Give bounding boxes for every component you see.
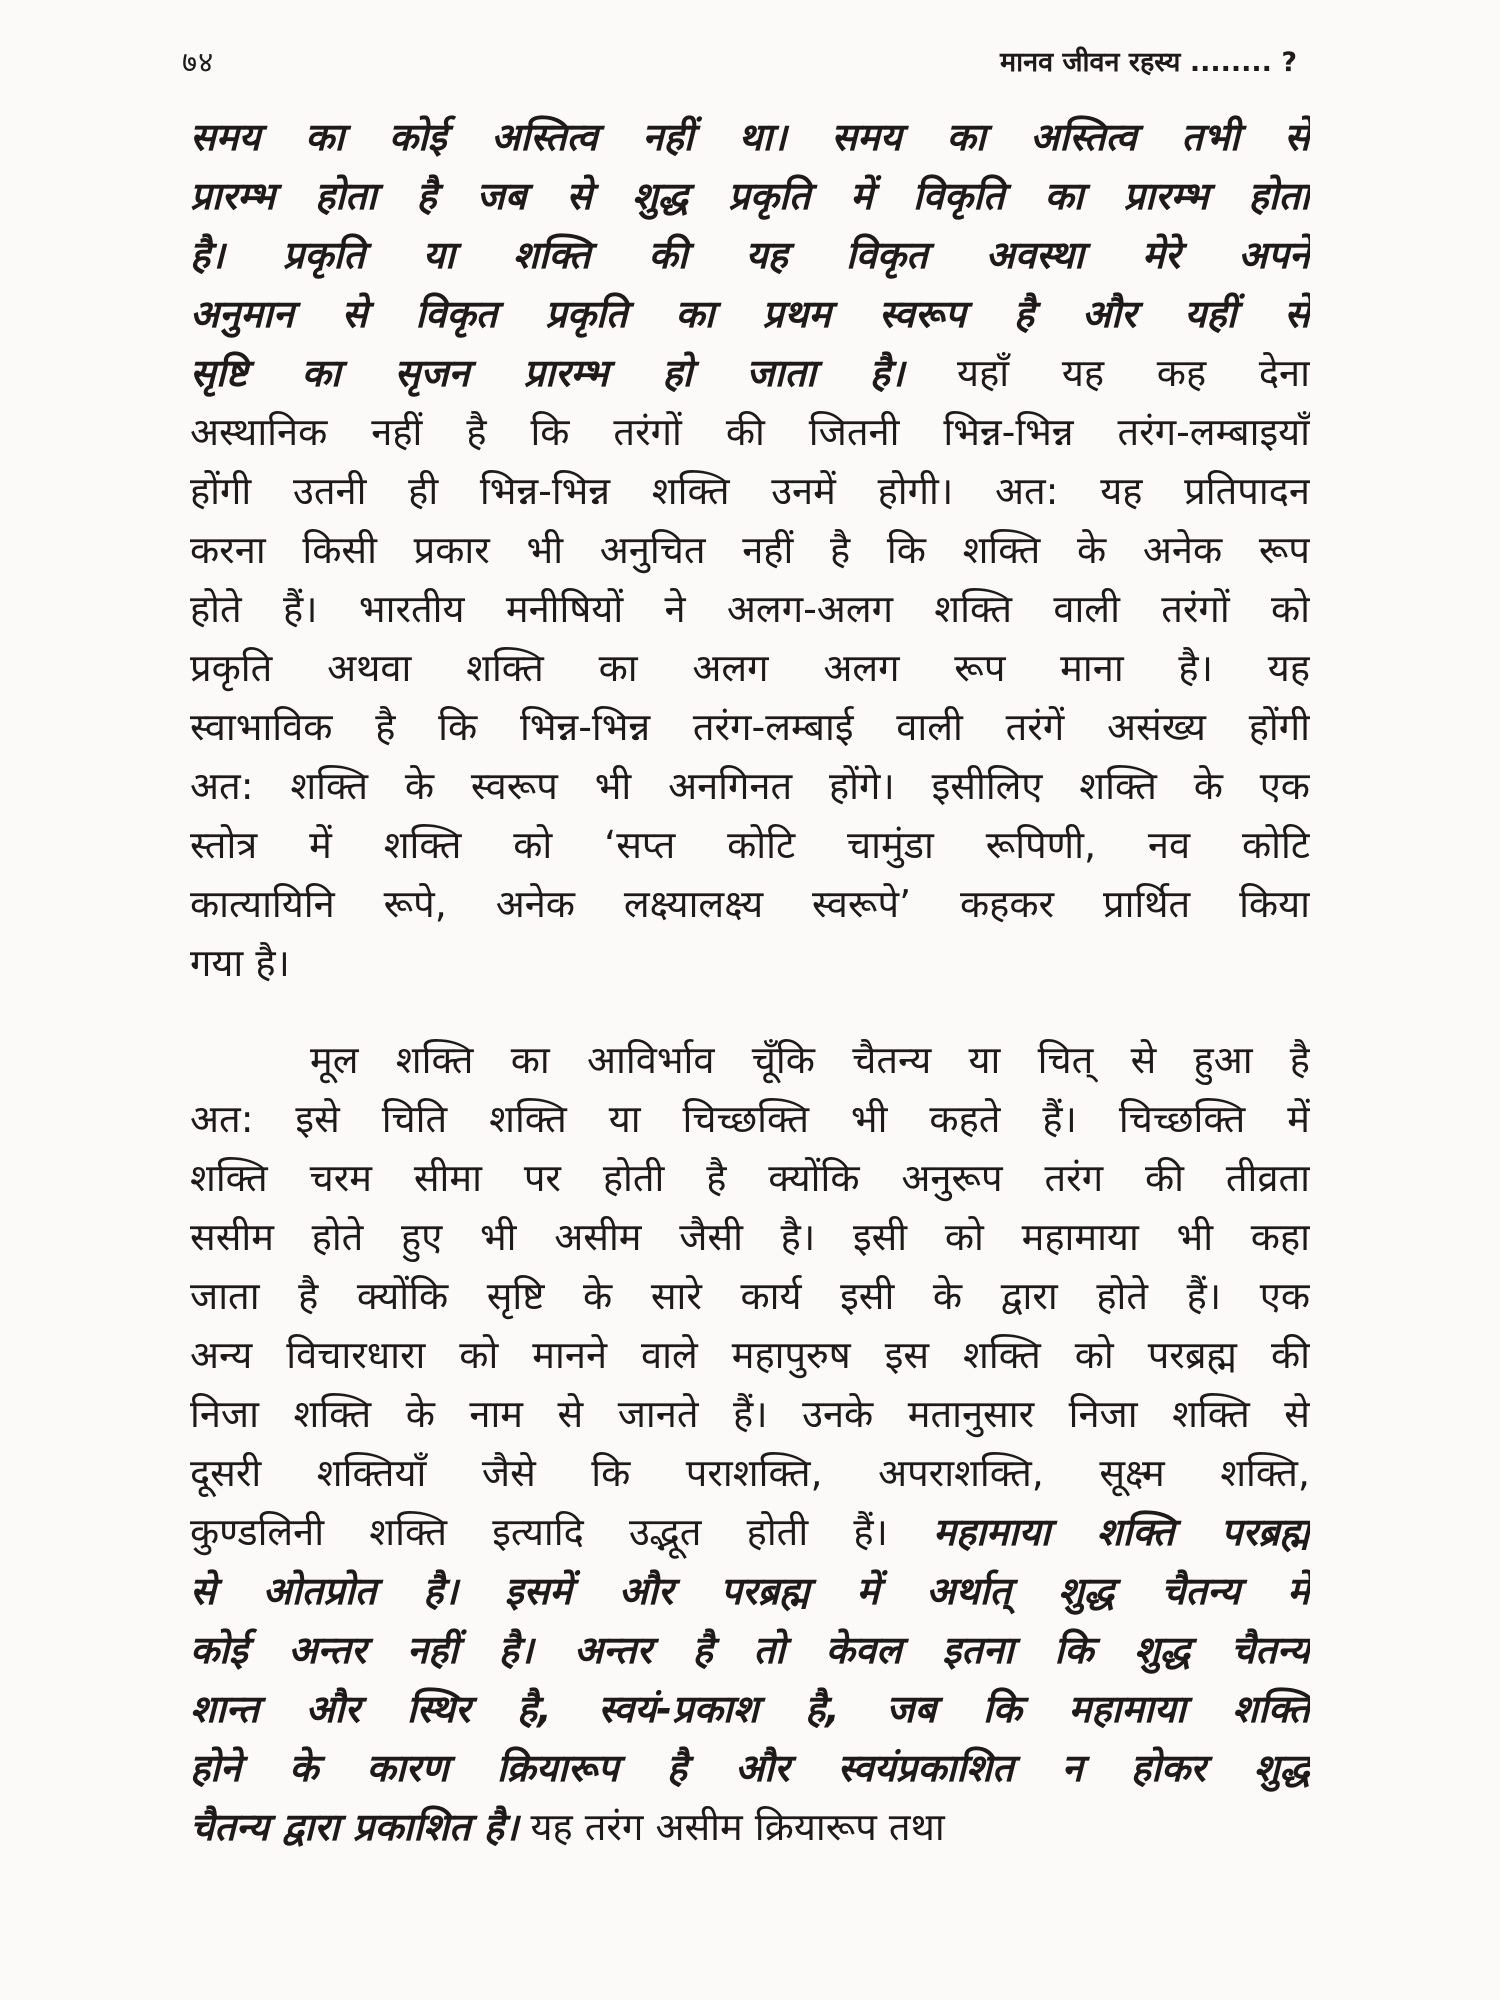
text-line	[190, 1031, 1310, 1090]
text-line	[190, 934, 1310, 993]
text-segment: अस्थानिक नहीं है कि तरंगों की जितनी भिन्न-भिन्न तरंग-लम्बाइयाँ	[190, 410, 1310, 454]
text-line	[190, 1503, 1310, 1562]
text-line	[190, 1267, 1310, 1326]
text-line	[190, 698, 1310, 757]
text-segment: अत: इसे चिति शक्ति या चिच्छक्ति भी कहते हैं। चिच्छक्ति में	[190, 1097, 1310, 1141]
text-line	[190, 1149, 1310, 1208]
text-line	[190, 344, 1310, 403]
running-title: मानव जीवन रहस्य ........ ?	[999, 47, 1297, 78]
text-segment: मूल शक्ति का आविर्भाव चूँकि चैतन्य या चित् से हुआ है	[310, 1038, 1310, 1082]
text-line	[190, 1444, 1310, 1503]
text-line	[190, 1739, 1310, 1798]
text-segment: होते हैं। भारतीय मनीषियों ने अलग-अलग शक्ति वाली तरंगों को	[190, 587, 1310, 631]
text-segment: निजा शक्ति के नाम से जानते हैं। उनके मतानुसार निजा शक्ति से	[190, 1392, 1310, 1436]
text-line	[190, 1090, 1310, 1149]
text-line	[190, 462, 1310, 521]
body-text	[190, 108, 1310, 1857]
text-segment: स्वाभाविक है कि भिन्न-भिन्न तरंग-लम्बाई वाली तरंगें असंख्य होंगी	[190, 705, 1310, 749]
paragraph-2	[190, 1031, 1310, 1857]
text-segment: कुण्डलिनी शक्ति इत्यादि उद्भूत होती हैं।	[190, 1510, 934, 1554]
emphasized-text: कोई अन्तर नहीं है। अन्तर है तो केवल इतना कि शुद्ध चैतन्य	[190, 1628, 1310, 1672]
text-line	[190, 816, 1310, 875]
text-line	[190, 580, 1310, 639]
text-line	[190, 1208, 1310, 1267]
text-segment: प्रकृति अथवा शक्ति का अलग अलग रूप माना है। यह	[190, 646, 1310, 690]
text-line	[190, 1680, 1310, 1739]
text-segment: ससीम होते हुए भी असीम जैसी है। इसी को महामाया भी कहा	[190, 1215, 1310, 1259]
text-line	[190, 108, 1310, 167]
text-segment: स्तोत्र में शक्ति को ‘सप्त कोटि चामुंडा रूपिणी, नव कोटि	[190, 823, 1310, 867]
emphasized-text: सृष्टि का सृजन प्रारम्भ हो जाता है।	[190, 351, 905, 395]
emphasized-text: समय का कोई अस्तित्व नहीं था। समय का अस्तित्व तभी से	[190, 115, 1310, 159]
text-segment: कात्यायिनि रूपे, अनेक लक्ष्यालक्ष्य स्वरूपे’ कहकर प्रार्थित किया	[190, 882, 1310, 926]
text-line	[190, 639, 1310, 698]
emphasized-text: प्रारम्भ होता है जब से शुद्ध प्रकृति में विकृति का प्रारम्भ होता	[190, 174, 1310, 218]
text-segment: यहाँ यह कह देना	[904, 351, 1310, 395]
emphasized-text: अनुमान से विकृत प्रकृति का प्रथम स्वरूप है और यहीं से	[190, 292, 1310, 336]
text-segment: होंगी उतनी ही भिन्न-भिन्न शक्ति उनमें होगी। अत: यह प्रतिपादन	[190, 469, 1310, 513]
emphasized-text: शान्त और स्थिर है, स्वयं-प्रकाश है, जब कि महामाया शक्ति	[190, 1687, 1310, 1731]
text-line	[190, 1562, 1310, 1621]
page-header	[182, 42, 1297, 90]
text-line	[190, 1621, 1310, 1680]
text-line	[190, 285, 1310, 344]
text-line	[190, 226, 1310, 285]
text-line	[190, 403, 1310, 462]
text-line	[190, 1385, 1310, 1444]
text-segment: जाता है क्योंकि सृष्टि के सारे कार्य इसी के द्वारा होते हैं। एक	[190, 1274, 1310, 1318]
text-line	[190, 167, 1310, 226]
text-segment: यह तरंग असीम क्रियारूप तथा	[518, 1805, 945, 1849]
text-line	[190, 875, 1310, 934]
emphasized-text: होने के कारण क्रियारूप है और स्वयंप्रकाशित न होकर शुद्ध	[190, 1746, 1310, 1790]
text-segment: गया है।	[190, 941, 290, 985]
paragraph-gap	[190, 993, 1310, 1031]
text-line	[190, 757, 1310, 816]
paragraph-1	[190, 108, 1310, 993]
emphasized-text: है। प्रकृति या शक्ति की यह विकृत अवस्था मेरे अपने	[190, 233, 1310, 277]
emphasized-text: चैतन्य द्वारा प्रकाशित है।	[190, 1805, 519, 1849]
page-number: ७४	[182, 45, 215, 79]
text-segment: अन्य विचारधारा को मानने वाले महापुरुष इस शक्ति को परब्रह्म की	[190, 1333, 1310, 1377]
text-line	[190, 1326, 1310, 1385]
text-line	[190, 521, 1310, 580]
text-segment: दूसरी शक्तियाँ जैसे कि पराशक्ति, अपराशक्ति, सूक्ष्म शक्ति,	[190, 1451, 1310, 1495]
text-segment: अत: शक्ति के स्वरूप भी अनगिनत होंगे। इसीलिए शक्ति के एक	[190, 764, 1310, 808]
emphasized-text: से ओतप्रोत है। इसमें और परब्रह्म में अर्थात् शुद्ध चैतन्य में	[190, 1569, 1310, 1613]
emphasized-text: महामाया शक्ति परब्रह्म	[933, 1510, 1310, 1554]
text-segment: करना किसी प्रकार भी अनुचित नहीं है कि शक्ति के अनेक रूप	[190, 528, 1310, 572]
text-line	[190, 1798, 1310, 1857]
text-segment: शक्ति चरम सीमा पर होती है क्योंकि अनुरूप तरंग की तीव्रता	[190, 1156, 1310, 1200]
